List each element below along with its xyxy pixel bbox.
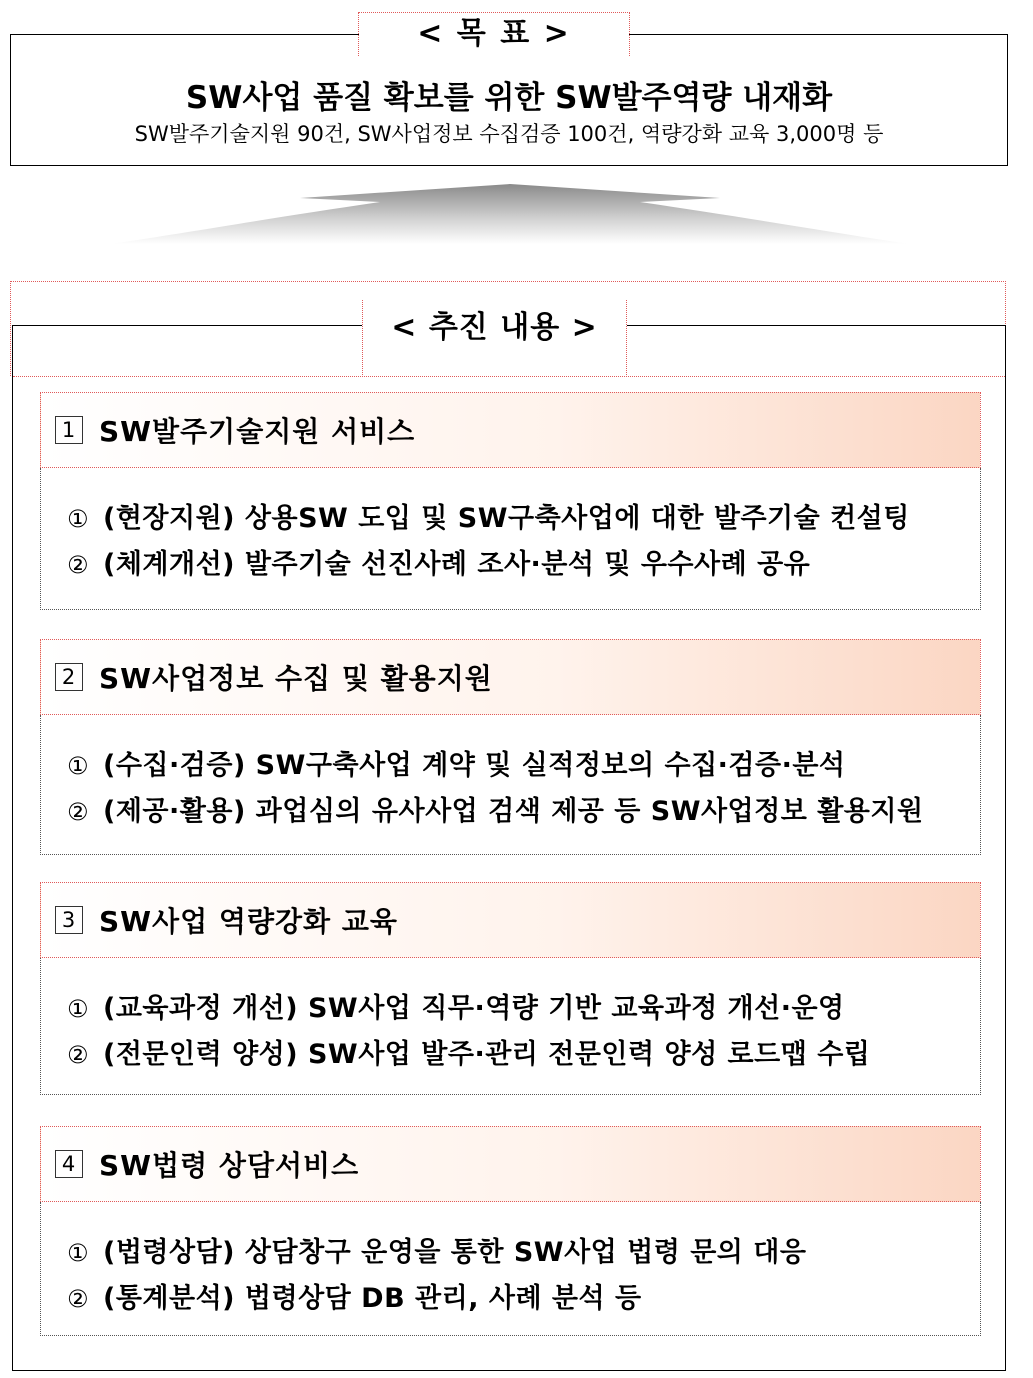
section-title: SW발주기술지원 서비스 bbox=[99, 415, 416, 448]
section-number: 1 bbox=[55, 416, 83, 444]
list-item bbox=[67, 789, 980, 835]
item-text: (교육과정 개선) SW사업 직무·역량 기반 교육과정 개선·운영 bbox=[103, 993, 845, 1024]
goal-title: < 목 표 > bbox=[417, 16, 571, 51]
list-item bbox=[67, 986, 980, 1032]
section-title: SW사업정보 수집 및 활용지원 bbox=[99, 662, 493, 695]
list-item bbox=[67, 542, 980, 588]
section-title: SW사업 역량강화 교육 bbox=[99, 905, 398, 938]
item-text: (전문인력 양성) SW사업 발주·관리 전문인력 양성 로드맵 수립 bbox=[103, 1039, 871, 1070]
content-title: < 추진 내용 > bbox=[391, 310, 598, 345]
section-number: 2 bbox=[55, 663, 83, 691]
section-number: 4 bbox=[55, 1150, 83, 1178]
section-header bbox=[40, 639, 981, 715]
item-marker: ① bbox=[67, 752, 90, 780]
content-divider bbox=[13, 376, 1005, 377]
item-text: (체계개선) 발주기술 선진사례 조사·분석 및 우수사례 공유 bbox=[103, 549, 811, 580]
item-text: (통계분석) 법령상담 DB 관리, 사례 분석 등 bbox=[103, 1283, 642, 1314]
item-marker: ② bbox=[67, 798, 90, 826]
item-text: (법령상담) 상담창구 운영을 통한 SW사업 법령 문의 대응 bbox=[103, 1237, 807, 1268]
list-item bbox=[67, 1230, 980, 1276]
section-body bbox=[40, 958, 981, 1095]
section-number: 3 bbox=[55, 906, 83, 934]
section-body bbox=[40, 1202, 981, 1336]
section-body bbox=[40, 468, 981, 610]
list-item bbox=[67, 1276, 980, 1322]
item-marker: ② bbox=[67, 1285, 90, 1313]
section-header bbox=[40, 882, 981, 958]
item-text: (현장지원) 상용SW 도입 및 SW구축사업에 대한 발주기술 컨설팅 bbox=[103, 503, 910, 534]
item-text: (수집·검증) SW구축사업 계약 및 실적정보의 수집·검증·분석 bbox=[103, 750, 846, 781]
section-title: SW법령 상담서비스 bbox=[99, 1149, 360, 1182]
list-item bbox=[67, 496, 980, 542]
item-marker: ② bbox=[67, 1041, 90, 1069]
item-marker: ② bbox=[67, 551, 90, 579]
list-item bbox=[67, 743, 980, 789]
list-item bbox=[67, 1032, 980, 1078]
item-marker: ① bbox=[67, 1239, 90, 1267]
section-header bbox=[40, 392, 981, 468]
item-text: (제공·활용) 과업심의 유사사업 검색 제공 등 SW사업정보 활용지원 bbox=[103, 796, 924, 827]
section-header bbox=[40, 1126, 981, 1202]
up-arrow-icon bbox=[100, 178, 920, 248]
item-marker: ① bbox=[67, 995, 90, 1023]
goal-sub-text: SW발주기술지원 90건, SW사업정보 수집검증 100건, 역량강화 교육 3,000명 등 bbox=[134, 122, 884, 146]
section-body bbox=[40, 715, 981, 855]
item-marker: ① bbox=[67, 505, 90, 533]
goal-main-text: SW사업 품질 확보를 위한 SW발주역량 내재화 bbox=[185, 80, 833, 116]
